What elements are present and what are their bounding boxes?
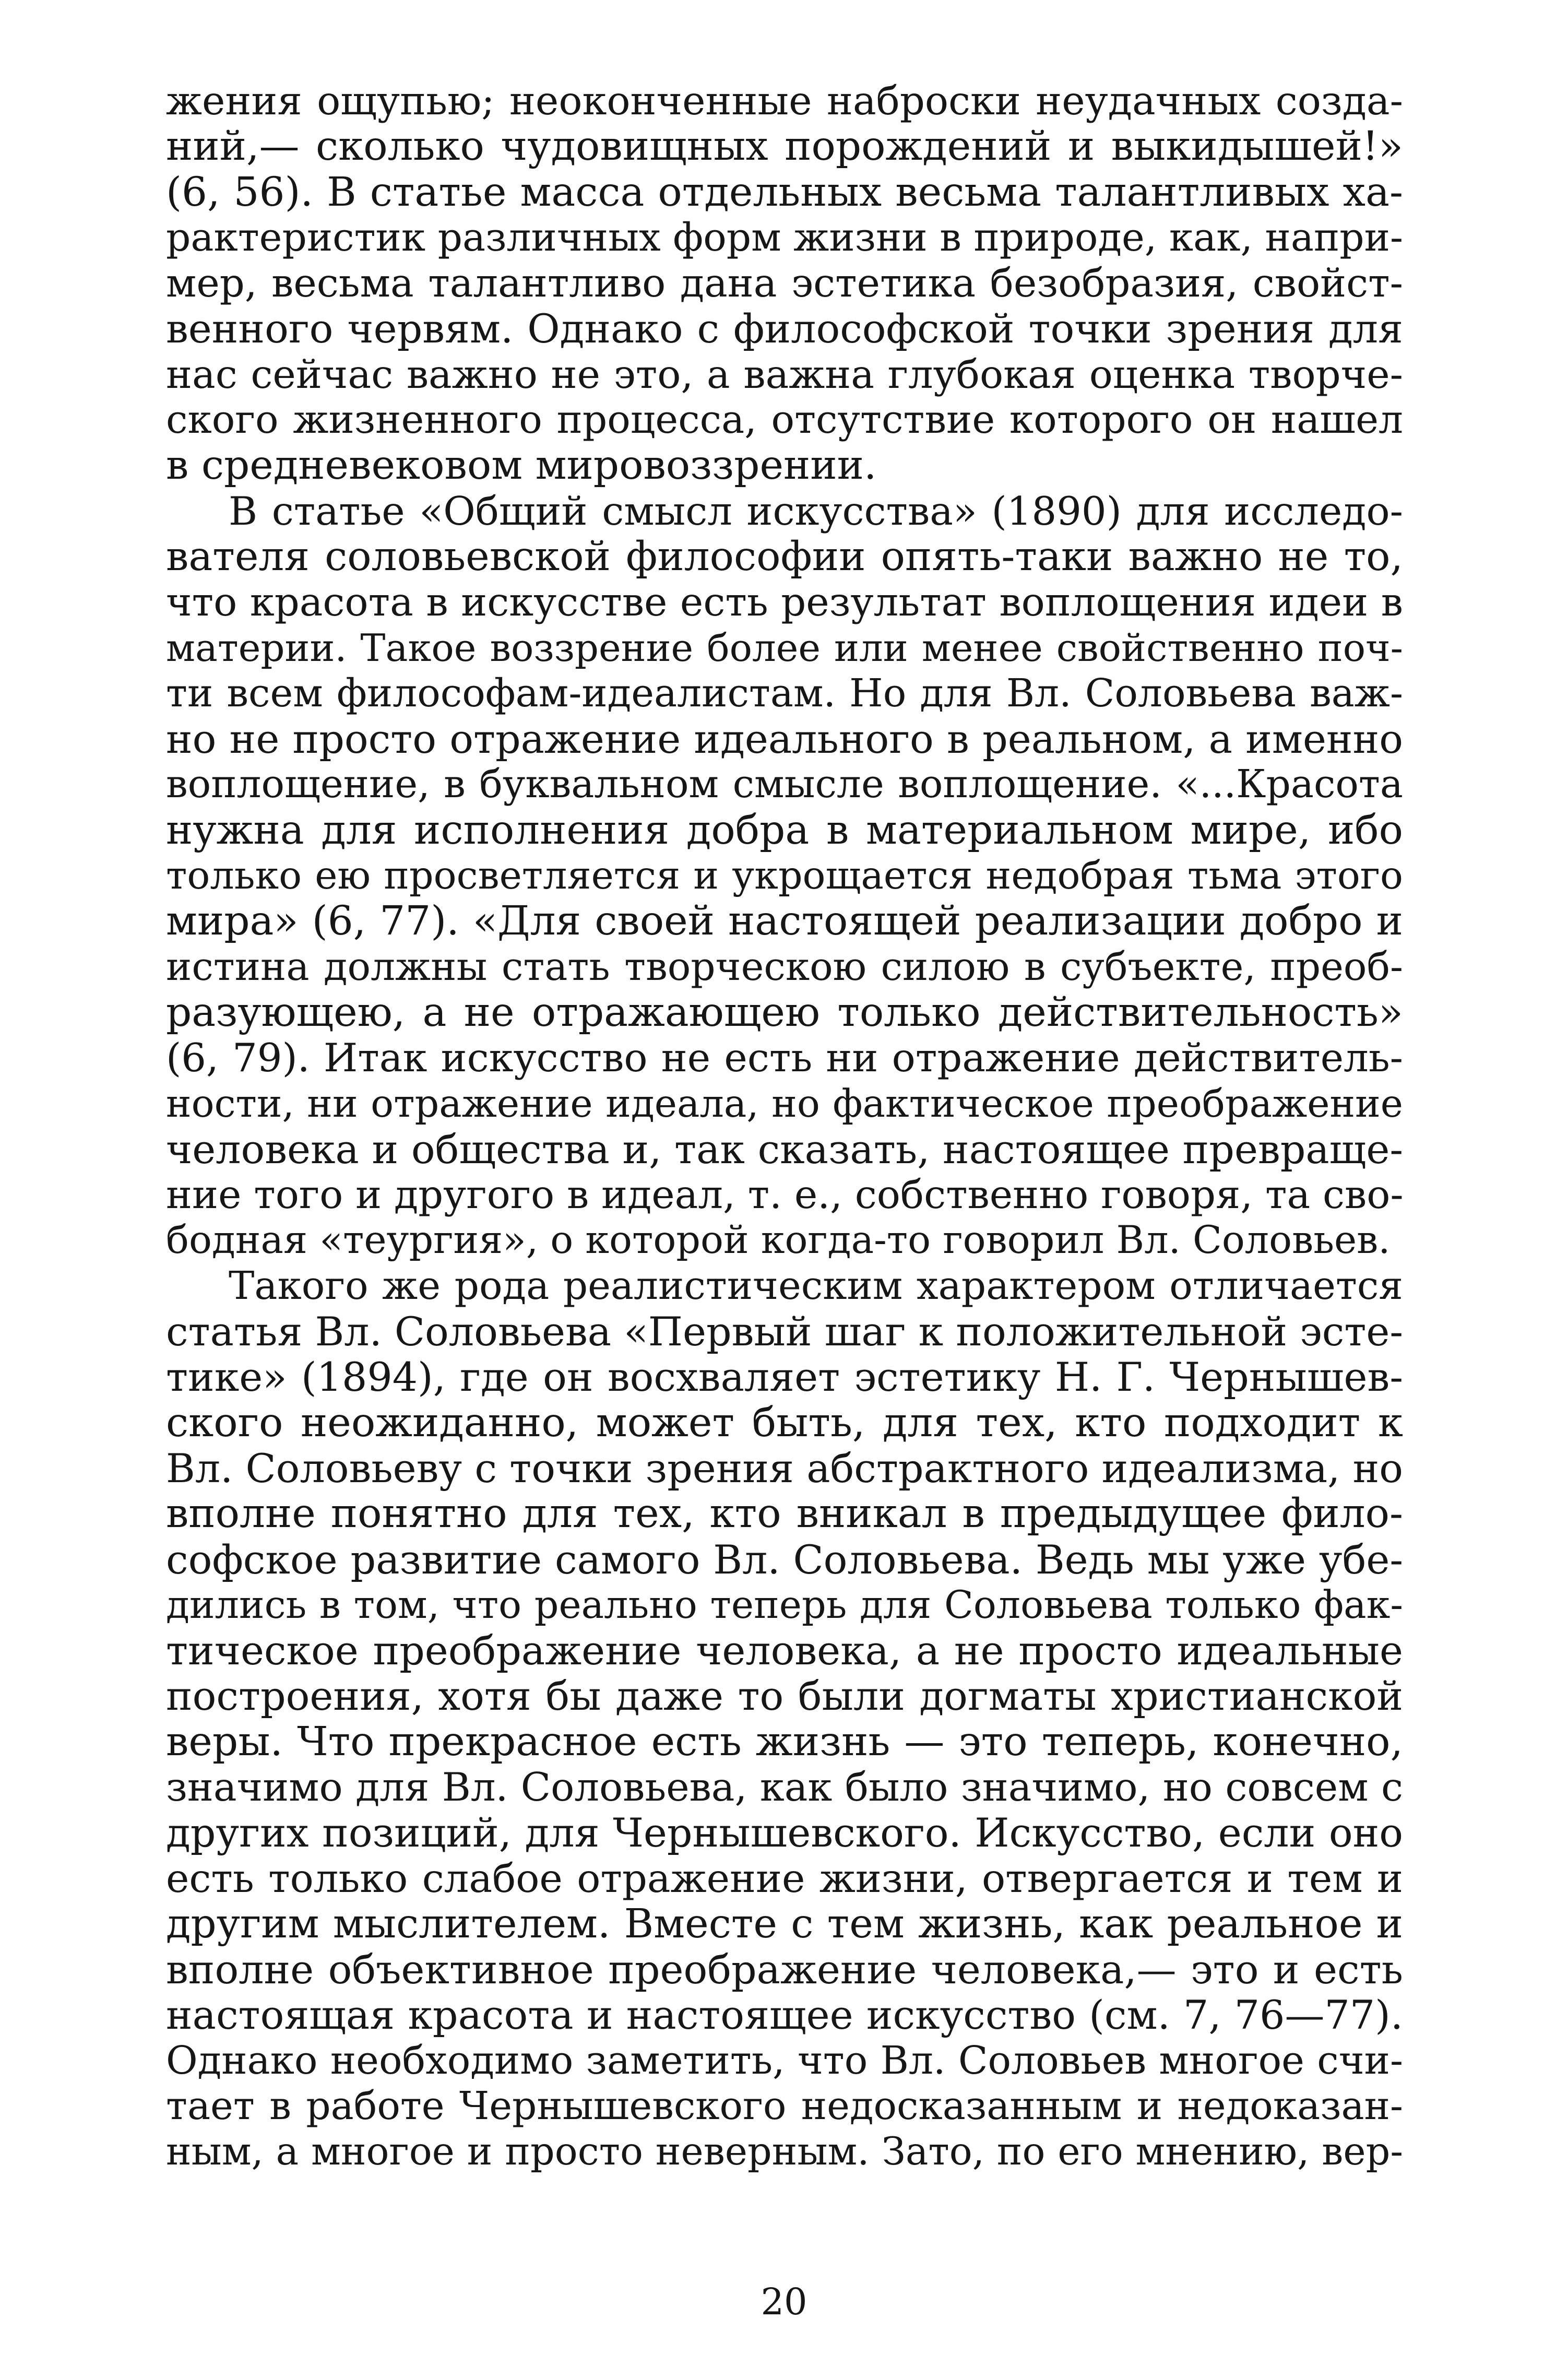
- text-line: рактеристик различных форм жизни в природе, как, напри-: [166, 215, 1403, 260]
- text-line: настоящая красота и настоящее искусство (см. 7, 76—77).: [166, 1992, 1403, 2039]
- text-line: бодная «теургия», о которой когда-то говорил Вл. Соловьев.: [166, 1218, 1391, 1263]
- text-line: мира» (6, 77). «Для своей настоящей реализации добро и: [166, 898, 1403, 945]
- text-line: вполне понятно для тех, кто вникал в предыдущее фило-: [166, 1490, 1403, 1537]
- text-line: истина должны стать творческою силою в субъекте, преоб-: [166, 944, 1403, 989]
- text-line: ным, а многое и просто неверным. Зато, по его мнению, вер-: [166, 2130, 1403, 2174]
- text-line: ти всем философам-идеалистам. Но для Вл. Соловьева важ-: [166, 670, 1403, 716]
- text-line: значимо для Вл. Соловьева, как было значимо, но совсем с: [166, 1764, 1403, 1810]
- text-line: построения, хотя бы даже то были догматы христианской: [166, 1673, 1403, 1720]
- text-line: мер, весьма талантливо дана эстетика безобразия, свойст-: [166, 260, 1403, 306]
- text-line: других позиций, для Чернышевского. Искусство, если оно: [166, 1809, 1403, 1856]
- text-line: другим мыслителем. Вместе с тем жизнь, как реальное и: [166, 1900, 1403, 1947]
- text-line: (6, 79). Итак искусство не есть ни отражение действитель-: [166, 1035, 1403, 1081]
- text-line: софское развитие самого Вл. Соловьева. Ведь мы уже убе-: [166, 1536, 1403, 1583]
- text-line: (6, 56). В статье масса отдельных весьма талантливых ха-: [166, 169, 1403, 216]
- text-line: веры. Что прекрасное есть жизнь — это теперь, конечно,: [166, 1718, 1403, 1765]
- text-line: ского неожиданно, может быть, для тех, кто подходит к: [166, 1399, 1403, 1446]
- page-number: 20: [761, 2280, 807, 2323]
- text-line: тике» (1894), где он восхваляет эстетику Н. Г. Чернышев-: [166, 1354, 1403, 1401]
- text-line: статья Вл. Соловьева «Первый шаг к положительной эсте-: [166, 1308, 1404, 1355]
- text-line: ского жизненного процесса, отсутствие которого он нашел: [166, 397, 1403, 443]
- text-line: разующею, а не отражающею только действительность»: [166, 989, 1403, 1036]
- text-line: только ею просветляется и укрощается недобрая тьма этого: [166, 854, 1403, 898]
- text-line: нужна для исполнения добра в материальном мире, ибо: [166, 807, 1403, 854]
- text-line: вателя соловьевской философии опять-таки важно не то,: [166, 533, 1403, 580]
- text-line: воплощение, в буквальном смысле воплощение. «...Красота: [166, 762, 1403, 807]
- text-line: В статье «Общий смысл искусства» (1890) для исследо-: [229, 488, 1403, 534]
- text-line: но не просто отражение идеального в реальном, а именно: [166, 716, 1403, 763]
- text-line: человека и общества и, так сказать, настоящее превраще-: [166, 1126, 1403, 1173]
- text-line: вполне объективное преображение человека,— это и есть: [166, 1946, 1403, 1993]
- body-text: [166, 78, 1403, 2175]
- text-line: что красота в искусстве есть результат воплощения идеи в: [166, 579, 1403, 625]
- text-line: жения ощупью; неоконченные наброски неудачных созда-: [166, 78, 1403, 124]
- text-line: нас сейчас важно не это, а важна глубокая оценка творче-: [166, 351, 1403, 397]
- text-line: материи. Такое воззрение более или менее свойственно поч-: [166, 625, 1403, 670]
- text-line: ние того и другого в идеал, т. е., собственно говоря, та сво-: [166, 1172, 1404, 1218]
- text-line: ности, ни отражение идеала, но фактическое преображение: [166, 1081, 1403, 1126]
- text-line: Такого же рода реалистическим характером отличается: [229, 1263, 1403, 1308]
- text-line: тает в работе Чернышевского недосказанным и недоказан-: [166, 2084, 1403, 2129]
- text-line: дились в том, что реально теперь для Соловьева только фак-: [166, 1582, 1403, 1627]
- text-line: венного червям. Однако с философской точки зрения для: [166, 305, 1403, 352]
- text-line: Однако необходимо заметить, что Вл. Соловьев многое счи-: [166, 2038, 1403, 2083]
- text-line: в средневековом мировоззрении.: [166, 442, 877, 489]
- text-line: ний,— сколько чудовищных порождений и выкидышей!»: [166, 123, 1403, 170]
- text-line: есть только слабое отражение жизни, отвергается и тем и: [166, 1855, 1403, 1901]
- text-line: Вл. Соловьеву с точки зрения абстрактного идеализма, но: [166, 1445, 1403, 1492]
- text-line: тическое преображение человека, а не просто идеальные: [166, 1627, 1403, 1674]
